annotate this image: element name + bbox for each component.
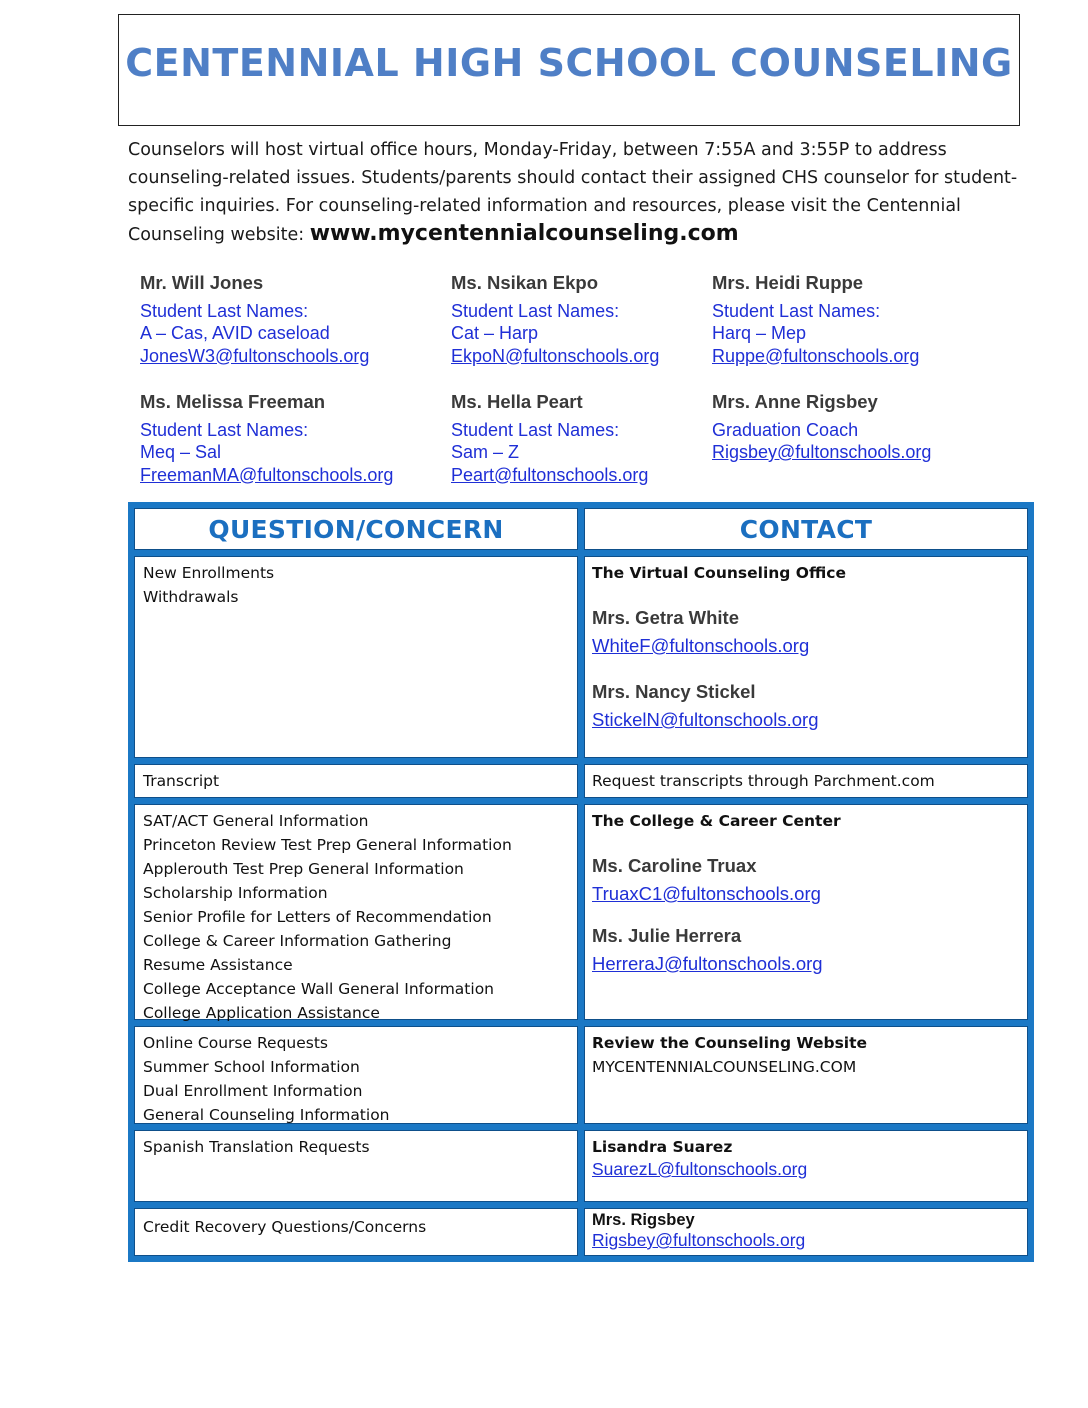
contact-email[interactable]: WhiteF@fultonschools.org (592, 635, 810, 656)
counselor-card (712, 272, 1012, 367)
website-link[interactable]: www.mycentennialcounseling.com (309, 221, 739, 246)
contact-email[interactable]: StickelN@fultonschools.org (592, 709, 819, 730)
page-title: CENTENNIAL HIGH SCHOOL COUNSELING (125, 41, 1013, 85)
contact-table (128, 502, 1034, 1262)
table-cell-contact (584, 764, 1028, 798)
counselor-email[interactable]: Rigsbey@fultonschools.org (712, 442, 932, 462)
counselor-label: Student Last Names: (712, 300, 881, 321)
contact-email[interactable]: TruaxC1@fultonschools.org (592, 883, 821, 904)
counselor-name: Ms. Melissa Freeman (140, 391, 326, 412)
contact-text: MYCENTENNIALCOUNSELING.COM (592, 1058, 857, 1076)
counselor-card (451, 391, 751, 486)
table-cell-question (134, 556, 578, 758)
question-list (135, 805, 577, 1025)
counselor-label: Student Last Names: (451, 419, 620, 440)
table-cell-contact (584, 1208, 1028, 1256)
contact-person: Ms. Caroline Truax (592, 855, 757, 876)
counselor-email[interactable]: JonesW3@fultonschools.org (140, 345, 370, 366)
counselor-email[interactable]: FreemanMA@fultonschools.org (140, 464, 394, 485)
contact-title: The Virtual Counseling Office (592, 564, 846, 582)
counselor-name: Mr. Will Jones (140, 272, 264, 293)
question-list (135, 1131, 577, 1159)
contact-email[interactable]: HerreraJ@fultonschools.org (592, 953, 823, 974)
counselor-label: Graduation Coach (712, 419, 859, 440)
question-item: New Enrollments (143, 564, 275, 582)
question-item: Summer School Information (143, 1058, 360, 1076)
question-item: Transcript (143, 772, 220, 790)
counselor-label: Student Last Names: (140, 300, 309, 321)
question-item: Withdrawals (143, 588, 239, 606)
counselor-range: Sam – Z (451, 442, 520, 462)
question-item: Applerouth Test Prep General Information (143, 860, 464, 878)
question-item: Credit Recovery Questions/Concerns (143, 1218, 427, 1236)
counselor-card (451, 272, 751, 367)
contact-title: Lisandra Suarez (592, 1138, 733, 1156)
counselor-email[interactable]: EkpoN@fultonschools.org (451, 345, 660, 366)
header-label: QUESTION/CONCERN (208, 514, 504, 544)
question-list (135, 765, 577, 793)
question-item: College Acceptance Wall General Information (143, 980, 494, 998)
title-box (118, 14, 1020, 126)
question-list (135, 1027, 577, 1127)
counselor-range: Harq – Mep (712, 323, 807, 343)
contact-person: Mrs. Getra White (592, 607, 739, 628)
question-item: Spanish Translation Requests (143, 1138, 370, 1156)
table-cell-contact (584, 804, 1028, 1020)
contact-email[interactable]: SuarezL@fultonschools.org (592, 1159, 808, 1179)
question-item: Dual Enrollment Information (143, 1082, 363, 1100)
question-item: College & Career Information Gathering (143, 932, 452, 950)
question-item: SAT/ACT General Information (143, 812, 369, 830)
contact-text: Request transcripts through Parchment.com (592, 772, 935, 790)
question-item: General Counseling Information (143, 1106, 390, 1124)
table-cell-question (134, 1208, 578, 1256)
counselor-label: Student Last Names: (451, 300, 620, 321)
table-header-question (134, 508, 578, 550)
counselor-range: Cat – Harp (451, 323, 539, 343)
table-cell-contact (584, 1026, 1028, 1124)
counselor-card (712, 391, 1012, 464)
contact-person: Mrs. Rigsbey (592, 1211, 695, 1229)
contact-person: Ms. Julie Herrera (592, 925, 742, 946)
counselor-card (140, 272, 440, 367)
counselor-name: Ms. Hella Peart (451, 391, 583, 412)
counselor-range: A – Cas, AVID caseload (140, 323, 330, 343)
table-cell-question (134, 1026, 578, 1124)
counselor-card (140, 391, 440, 486)
intro-text: Counselors will host virtual office hours, Monday-Friday, between 7:55A and 3:55P to address counseling-related issues. Students/parents should contact their assigned CHS counselor for student-specific inquiries. For counseling-related information and resources, please visit the Centennial Counseling website: (128, 140, 1018, 245)
counselor-email[interactable]: Peart@fultonschools.org (451, 464, 649, 485)
question-item: Senior Profile for Letters of Recommendation (143, 908, 492, 926)
question-item: College Application Assistance (143, 1004, 380, 1022)
table-cell-question (134, 804, 578, 1020)
header-label: CONTACT (739, 514, 873, 544)
question-list (135, 1209, 577, 1239)
question-item: Resume Assistance (143, 956, 293, 974)
intro-paragraph (128, 136, 1028, 249)
question-list (135, 557, 577, 609)
contact-title: The College & Career Center (592, 812, 841, 830)
contact-email[interactable]: Rigsbey@fultonschools.org (592, 1230, 806, 1250)
counselor-range: Meq – Sal (140, 442, 222, 462)
counselor-name: Mrs. Heidi Ruppe (712, 272, 864, 293)
counselor-label: Student Last Names: (140, 419, 309, 440)
table-header-contact (584, 508, 1028, 550)
table-cell-question (134, 764, 578, 798)
question-item: Princeton Review Test Prep General Information (143, 836, 512, 854)
table-cell-contact (584, 1130, 1028, 1202)
table-cell-contact (584, 556, 1028, 758)
question-item: Online Course Requests (143, 1034, 329, 1052)
table-cell-question (134, 1130, 578, 1202)
contact-person: Mrs. Nancy Stickel (592, 681, 756, 702)
counselor-email[interactable]: Ruppe@fultonschools.org (712, 345, 920, 366)
counselor-name: Ms. Nsikan Ekpo (451, 272, 599, 293)
counselor-name: Mrs. Anne Rigsbey (712, 391, 878, 412)
question-item: Scholarship Information (143, 884, 328, 902)
contact-title: Review the Counseling Website (592, 1034, 868, 1052)
